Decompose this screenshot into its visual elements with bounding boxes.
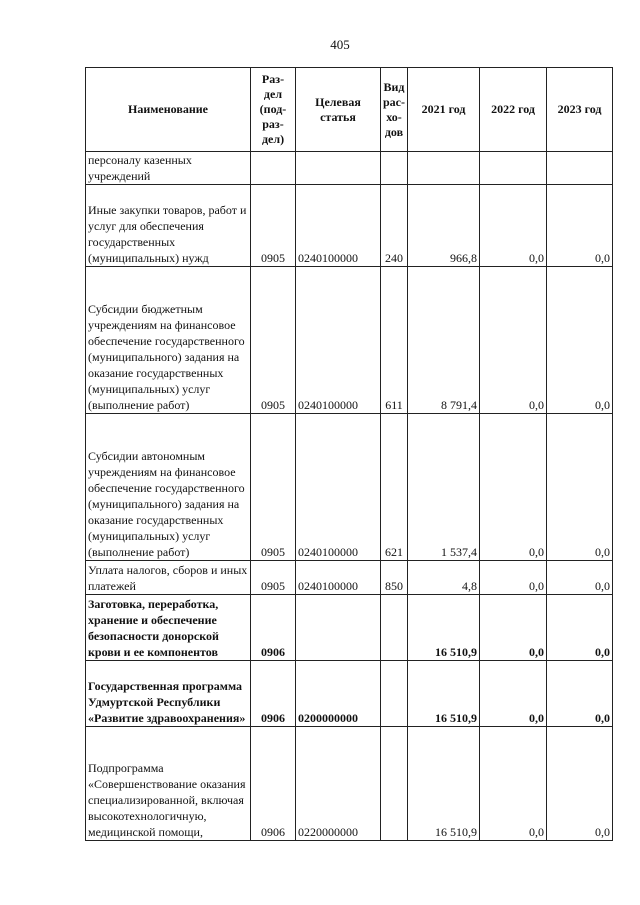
- header-target: Целевая статья: [296, 68, 381, 152]
- row-2023: 0,0: [547, 595, 613, 661]
- table-row: [86, 414, 613, 561]
- row-target: 0240100000: [296, 561, 381, 595]
- row-section: 0905: [251, 414, 296, 561]
- header-2022: 2022 год: [480, 68, 547, 152]
- header-name: Наименование: [86, 68, 251, 152]
- row-2021: 16 510,9: [408, 661, 480, 727]
- row-expense: [381, 661, 408, 727]
- row-target: [296, 152, 381, 185]
- table-row: [86, 561, 613, 595]
- table-row: [86, 727, 613, 841]
- row-expense: [381, 595, 408, 661]
- row-2022: 0,0: [480, 414, 547, 561]
- row-target: [296, 595, 381, 661]
- row-name: Заготовка, переработка, хранение и обеспечение безопасности донорской крови и ее компонентов: [86, 595, 251, 661]
- row-2021: 966,8: [408, 185, 480, 267]
- row-2022: 0,0: [480, 595, 547, 661]
- row-expense: 240: [381, 185, 408, 267]
- row-target: 0240100000: [296, 185, 381, 267]
- row-2023: 0,0: [547, 267, 613, 414]
- row-section: 0906: [251, 661, 296, 727]
- row-section: 0906: [251, 595, 296, 661]
- row-name: Подпрограмма «Совершенствование оказания специализированной, включая высокотехнологичную, медицинской помощи,: [86, 727, 251, 841]
- row-section: [251, 152, 296, 185]
- row-2021: 8 791,4: [408, 267, 480, 414]
- row-2022: 0,0: [480, 661, 547, 727]
- row-2023: [547, 152, 613, 185]
- table-row: [86, 267, 613, 414]
- row-section: 0905: [251, 185, 296, 267]
- header-2023: 2023 год: [547, 68, 613, 152]
- row-2022: 0,0: [480, 267, 547, 414]
- header-2021: 2021 год: [408, 68, 480, 152]
- table-header-row: [86, 68, 613, 152]
- row-name: персоналу казенных учреждений: [86, 152, 251, 185]
- header-expense: Вид рас-хо-дов: [381, 68, 408, 152]
- row-name: Государственная программа Удмуртской Республики «Развитие здравоохранения»: [86, 661, 251, 727]
- budget-table: [85, 67, 613, 841]
- row-2021: [408, 152, 480, 185]
- row-2021: 16 510,9: [408, 727, 480, 841]
- page-number: 405: [330, 37, 350, 52]
- row-2021: 4,8: [408, 561, 480, 595]
- table-row: [86, 185, 613, 267]
- row-2022: 0,0: [480, 561, 547, 595]
- row-expense: [381, 727, 408, 841]
- row-target: 0240100000: [296, 267, 381, 414]
- row-target: 0240100000: [296, 414, 381, 561]
- row-target: 0200000000: [296, 661, 381, 727]
- row-name: Иные закупки товаров, работ и услуг для обеспечения государственных (муниципальных) нужд: [86, 185, 251, 267]
- row-target: 0220000000: [296, 727, 381, 841]
- row-2021: 1 537,4: [408, 414, 480, 561]
- row-expense: [381, 152, 408, 185]
- row-section: 0906: [251, 727, 296, 841]
- row-2023: 0,0: [547, 414, 613, 561]
- row-2022: [480, 152, 547, 185]
- row-2023: 0,0: [547, 661, 613, 727]
- row-expense: 611: [381, 267, 408, 414]
- row-2022: 0,0: [480, 185, 547, 267]
- row-expense: 621: [381, 414, 408, 561]
- table-row: [86, 152, 613, 185]
- row-2023: 0,0: [547, 727, 613, 841]
- row-name: Субсидии бюджетным учреждениям на финансовое обеспечение государственного (муниципального) задания на оказание государственных (муниципальных) услуг (выполнение работ): [86, 267, 251, 414]
- row-expense: 850: [381, 561, 408, 595]
- row-2022: 0,0: [480, 727, 547, 841]
- table-row: [86, 595, 613, 661]
- row-name: Субсидии автономным учреждениям на финансовое обеспечение государственного (муниципального) задания на оказание государственных (муниципальных) услуг (выполнение работ): [86, 414, 251, 561]
- table-row: [86, 661, 613, 727]
- row-2023: 0,0: [547, 561, 613, 595]
- row-section: 0905: [251, 267, 296, 414]
- row-section: 0905: [251, 561, 296, 595]
- row-name: Уплата налогов, сборов и иных платежей: [86, 561, 251, 595]
- header-section: Раз-дел (под-раз-дел): [251, 68, 296, 152]
- row-2023: 0,0: [547, 185, 613, 267]
- row-2021: 16 510,9: [408, 595, 480, 661]
